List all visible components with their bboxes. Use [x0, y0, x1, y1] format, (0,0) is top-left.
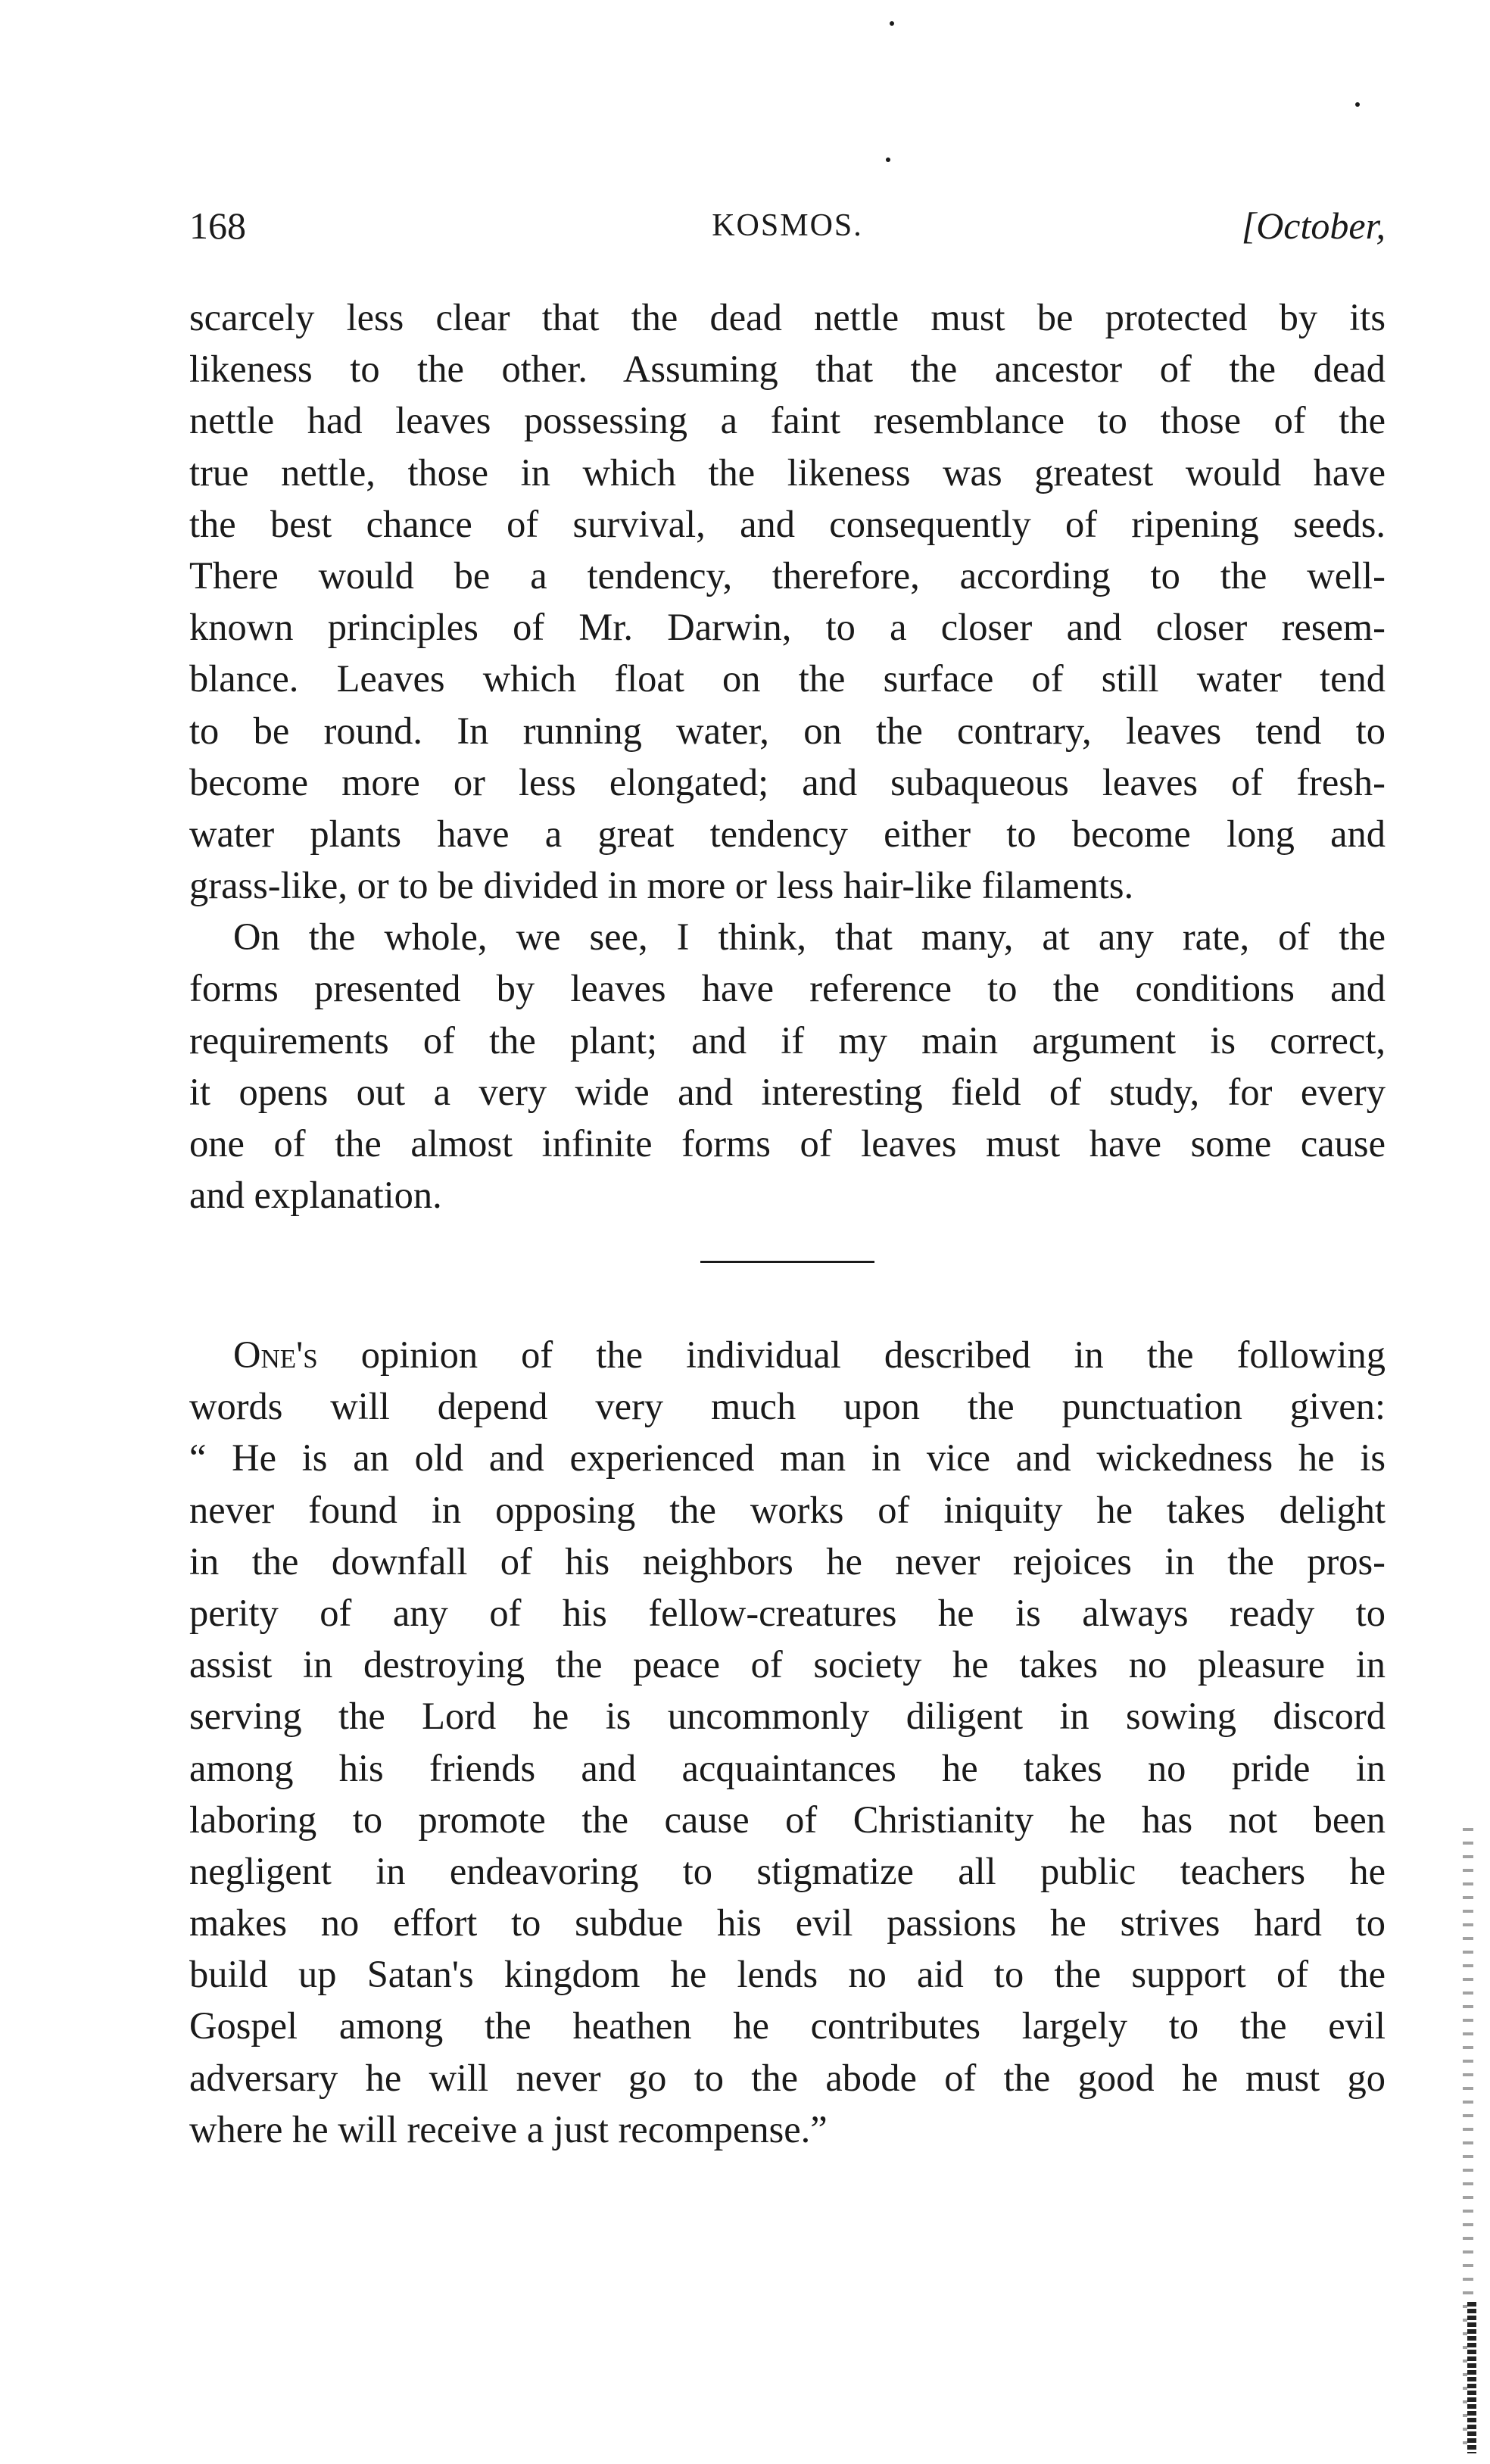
text-line: and explanation. [189, 1174, 442, 1217]
text-line: words will depend very much upon the punctuation given: [189, 1385, 1386, 1428]
text-line: where he will receive a just recompense.” [189, 2107, 828, 2151]
text-line: in the downfall of his neighbors he never rejoices in the pros- [189, 1539, 1386, 1583]
text-line: build up Satan's kingdom he lends no aid to the support of the [189, 1953, 1386, 1996]
page-number: 168 [189, 204, 246, 247]
scan-edge-artifact [1467, 2302, 1476, 2453]
section-divider [700, 1261, 874, 1263]
text-line: negligent in endeavoring to stigmatize all public teachers he [189, 1849, 1386, 1892]
ink-speck [890, 21, 894, 26]
text-line: scarcely less clear that the dead nettle must be protected by its [189, 296, 1386, 338]
running-header [189, 203, 1386, 248]
text-line [189, 1329, 1386, 1380]
text-line: perity of any of his fellow-creatures he is always ready to [189, 1591, 1386, 1634]
text-line: water plants have a great tendency either to become long and [189, 812, 1386, 855]
text-line: known principles of Mr. Darwin, to a closer and closer resem- [189, 606, 1386, 649]
text-line: true nettle, those in which the likeness was greatest would have [189, 451, 1386, 494]
running-month: [October, [1241, 204, 1386, 247]
text-line: nettle had leaves possessing a faint resemblance to those of the [189, 399, 1386, 442]
text-line: among his friends and acquaintances he takes no pride in [189, 1746, 1386, 1789]
text-line: forms presented by leaves have reference to the conditions and [189, 967, 1386, 1010]
text-line: adversary he will never go to the abode of the good he must go [189, 2056, 1386, 2099]
text-line: become more or less elongated; and subaqueous leaves of fresh- [189, 760, 1386, 803]
text-line: to be round. In running water, on the contrary, leaves tend to [189, 709, 1386, 752]
text-line: it opens out a very wide and interesting field of study, for every [189, 1070, 1386, 1113]
text-line: blance. Leaves which float on the surface of still water tend [189, 657, 1386, 700]
running-title: KOSMOS. [712, 208, 863, 243]
text-line: Gospel among the heathen he contributes largely to the evil [189, 2004, 1386, 2048]
text-line: grass-like, or to be divided in more or less hair-like filaments. [189, 864, 1134, 907]
text-line: the best chance of survival, and consequently of ripening seeds. [189, 502, 1386, 545]
text-line: “ He is an old and experienced man in vice and wickedness he is [189, 1436, 1386, 1480]
text-line: assist in destroying the peace of society he takes no pleasure in [189, 1643, 1386, 1686]
ink-speck [1355, 102, 1360, 107]
ink-speck [886, 158, 890, 162]
article-leaves-conclusion [189, 292, 1386, 1221]
text-line: one of the almost infinite forms of leaves must have some cause [189, 1122, 1386, 1165]
text-line: requirements of the plant; and if my main argument is correct, [189, 1018, 1386, 1062]
text-line: never found in opposing the works of iniquity he takes delight [189, 1488, 1386, 1531]
opening-word: One's [233, 1333, 318, 1376]
text-line: laboring to promote the cause of Christianity he has not been [189, 1798, 1386, 1841]
text-line: makes no effort to subdue his evil passions he strives hard to [189, 1901, 1386, 1945]
text-line: likeness to the other. Assuming that the ancestor of the dead [189, 348, 1386, 391]
text-line: There would be a tendency, therefore, according to the well- [189, 554, 1386, 597]
text-segment: opinion of the individual described in the following [317, 1333, 1386, 1376]
article-punctuation [189, 1329, 1386, 2155]
text-line: On the whole, we see, I think, that many, at any rate, of the [233, 915, 1386, 959]
text-line: serving the Lord he is uncommonly diligent in sowing discord [189, 1695, 1386, 1738]
